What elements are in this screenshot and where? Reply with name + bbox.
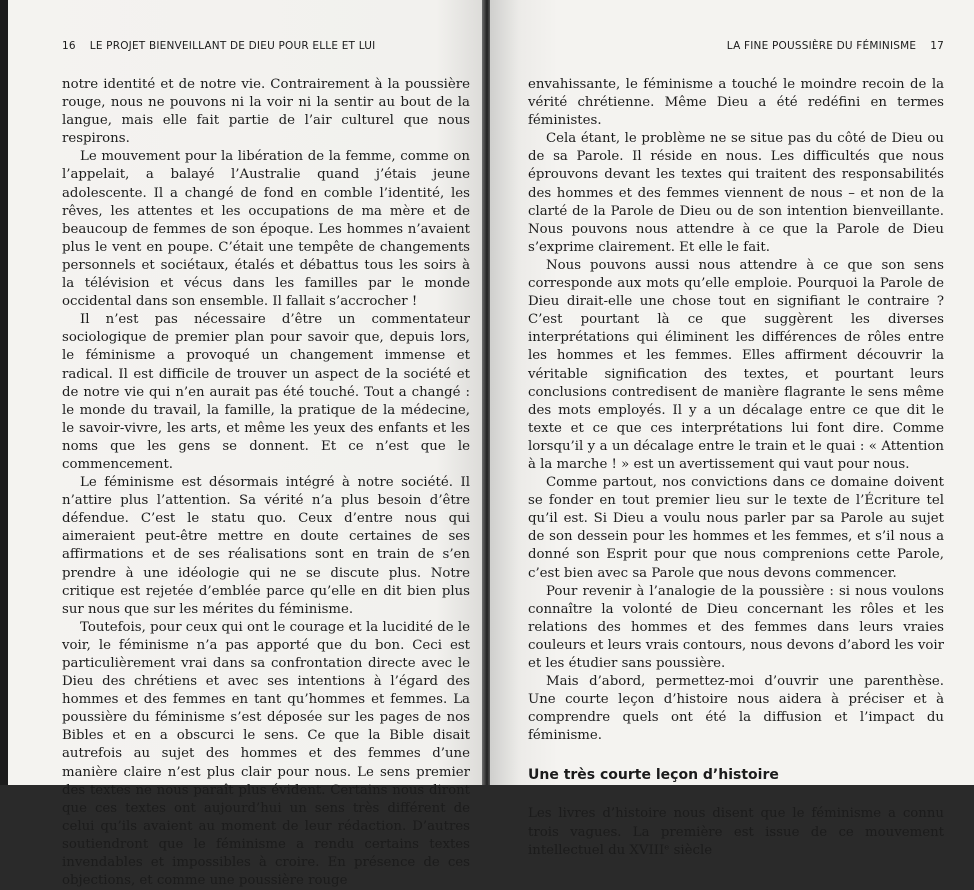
left-running-title: LE PROJET BIENVEILLANT DE DIEU POUR ELLE ET LUI — [89, 40, 376, 52]
paragraph: Il n’est pas nécessaire d’être un commentateur sociologique de premier plan pour savoir que, depuis lors, le féminisme a provoqué un changement immense et radical. Il est difficile de trouver un aspect de la société et de notre vie qui n’en aurait pas été touché. Tout a changé : le monde du travail, la famille, la pratique de la médecine, le savoir-vivre, les arts, et même les yeux des enfants et les noms que les gens se donnent. Et ce n’est que le commencement. — [62, 312, 470, 472]
paragraph: Le mouvement pour la libération de la femme, comme on l’appelait, a balayé l’Australie quand j’étais jeune adolescente. Il a changé de fond en comble l’identité, les rêves, les attentes et les occupations de ma mère et de beaucoup de femmes de son époque. Les hommes n’avaient plus le vent en poupe. C’était une tempête de changements personnels et sociétaux, étalés et débattus tous les soirs à la télévision et vécus dans les familles par le monde occidental dans son ensemble. Il fallait s’accrocher ! — [62, 149, 470, 310]
section-heading: Une très courte leçon d’histoire — [528, 767, 779, 784]
paragraph: Cela étant, le problème ne se situe pas du côté de Dieu ou de sa Parole. Il réside en nous. Les difficultés que nous éprouvons devant les textes qui traitent des responsabilités des hommes et des femmes viennent de nous – et non de la clarté de la Parole de Dieu ou de son intention bienveillante. Nous pouvons nous attendre à ce que la Parole de Dieu s’exprime clairement. Et elle le fait. — [528, 131, 944, 255]
right-running-head — [528, 40, 944, 52]
paragraph: Pour revenir à l’analogie de la poussière : si nous voulons connaître la volonté de Dieu concernant les rôles et les relations des hommes et des femmes dans leurs vraies couleurs et leurs vrais contours, nous devons d’abord les voir et les étudier sans poussière. — [528, 583, 944, 671]
paragraph: envahissante, le féminisme a touché le moindre recoin de la vérité chrétienne. Même Dieu a été redéfini en termes féministes. — [528, 77, 944, 129]
left-page — [8, 0, 484, 889]
paragraph: Les livres d’histoire nous disent que le féminisme a connu trois vagues. La première est issue de ce mouvement intellectuel du XVIIIᵉ siècle — [528, 806, 944, 858]
right-page-number: 17 — [930, 40, 944, 52]
left-running-head — [62, 40, 470, 52]
paragraph: Comme partout, nos convictions dans ce domaine doivent se fonder en tout premier lieu sur le texte de l’Écriture tel qu’il est. Si Dieu a voulu nous parler par sa Parole au sujet de son dessein pour les hommes et les femmes, et s’il nous a donné son Esprit pour que nous comprenions cette Parole, c’est bien avec sa Parole que nous devons commencer. — [528, 475, 944, 581]
right-page — [490, 0, 974, 858]
left-page-number: 16 — [62, 40, 76, 52]
right-body-text — [528, 76, 944, 860]
left-body-text — [62, 76, 470, 890]
book-edge — [0, 0, 8, 785]
paragraph: Toutefois, pour ceux qui ont le courage et la lucidité de le voir, le féminisme n’a pas apporté que du bon. Ceci est particulièrement vrai dans sa confrontation directe avec le Dieu des chrétiens et avec ses intentions à l’égard des hommes et des femmes en tant qu’hommes et femmes. La poussière du féminisme s’est déposée sur les pages de nos Bibles et en a obscurci le sens. Ce que la Bible disait autrefois au sujet des hommes et des femmes d’une manière claire n’est plus clair pour nous. Le sens premier des textes ne nous paraît plus évident. Certains nous diront que ces textes ont aujourd’hui un sens très différent de celui qu’ils avaient au moment de leur rédaction. D’autres soutiendront que le féminisme a rendu certains textes invendables et impossibles à croire. En présence de ces objections, et comme une poussière rouge — [62, 619, 470, 889]
paragraph: notre identité et de notre vie. Contrairement à la poussière rouge, nous ne pouvons ni la voir ni la sentir au bout de la langue, mais elle fait partie de l’air culturel que nous respirons. — [62, 77, 470, 147]
right-running-title: LA FINE POUSSIÈRE DU FÉMINISME — [726, 40, 917, 52]
paragraph: Le féminisme est désormais intégré à notre société. Il n’attire plus l’attention. Sa vérité n’a plus besoin d’être défendue. C’est le statu quo. Ceux d’entre nous qui aimeraient peut-être mettre en doute certaines de ses affirmations et de ses réalisations sont en train de s’en prendre à une idéologie qui ne se discute plus. Notre critique est rejetée d’emblée parce qu’elle en dit bien plus sur nous que sur les mérites du féminisme. — [62, 475, 470, 617]
paragraph: Mais d’abord, permettez-moi d’ouvrir une parenthèse. Une courte leçon d’histoire nous aidera à préciser et à comprendre quels ont été la diffusion et l’impact du féminisme. — [528, 674, 944, 744]
paragraph: Nous pouvons aussi nous attendre à ce que son sens corresponde aux mots qu’elle emploie. Pourquoi la Parole de Dieu dirait-elle une chose tout en signifiant le contraire ? C’est pourtant là ce que suggèrent les diverses interprétations qui éliminent les différences de rôles entre les hommes et les femmes. Elles affirment découvrir la véritable signification des textes, et pourtant leurs conclusions contredisent de manière flagrante le sens même des mots employés. Il y a un décalage entre ce que dit le texte et ce que ces interprétations lui font dire. Comme lorsqu’il y a un décalage entre le train et le quai : « Attention à la marche ! » est un avertissement qui vaut pour nous. — [528, 257, 944, 472]
